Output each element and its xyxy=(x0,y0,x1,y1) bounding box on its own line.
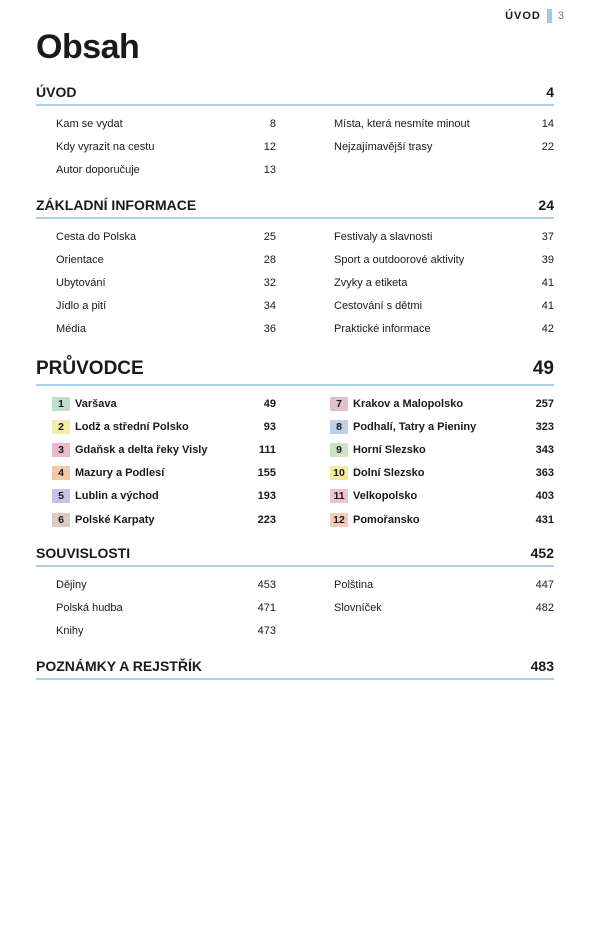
entry-page: 473 xyxy=(257,624,276,637)
entry-label: Cesta do Polska xyxy=(56,230,137,243)
chapter-number-badge: 6 xyxy=(52,513,70,527)
entry-page: 111 xyxy=(258,443,276,456)
toc-entry[interactable] xyxy=(36,318,276,341)
toc-entry[interactable] xyxy=(36,295,276,318)
chapter-number-badge: 5 xyxy=(52,489,70,503)
entry-label: Lodž a střední Polsko xyxy=(75,420,189,433)
entry-page: 155 xyxy=(257,467,276,480)
entry-page: 32 xyxy=(263,276,276,289)
entry-label: Jídlo a pití xyxy=(56,300,107,313)
entry-page: 12 xyxy=(263,140,276,153)
entry-label: Sport a outdoorové aktivity xyxy=(334,253,465,266)
section-heading[interactable] xyxy=(36,84,554,106)
toc-entry[interactable] xyxy=(314,135,554,158)
section-page: 49 xyxy=(532,358,554,379)
entry-label: Orientace xyxy=(56,253,104,266)
section-souvislosti xyxy=(36,545,554,643)
entry-page: 193 xyxy=(257,490,276,503)
chapter-entry[interactable] xyxy=(314,462,554,485)
chapter-entry[interactable] xyxy=(314,438,554,461)
page-title: Obsah xyxy=(36,28,140,66)
entry-label: Knihy xyxy=(56,624,84,637)
entry-label: Lublin a východ xyxy=(75,490,159,503)
chapter-entry[interactable] xyxy=(36,438,276,461)
entry-label: Polské Karpaty xyxy=(75,513,155,526)
section-title: ZÁKLADNÍ INFORMACE xyxy=(36,197,197,213)
entry-page: 363 xyxy=(535,467,554,480)
running-head-bar xyxy=(547,9,552,23)
entry-page: 42 xyxy=(541,323,554,336)
section-heading[interactable] xyxy=(36,197,554,219)
entry-page: 447 xyxy=(535,578,554,591)
entry-label: Varšava xyxy=(75,397,117,410)
entry-label: Mazury a Podlesí xyxy=(75,467,165,480)
chapter-number-badge: 2 xyxy=(52,420,70,434)
entry-label: Polština xyxy=(334,578,374,591)
section-title: ÚVOD xyxy=(36,84,77,100)
running-head-label: ÚVOD xyxy=(505,10,541,22)
entry-label: Praktické informace xyxy=(334,323,431,336)
entry-label: Dolní Slezsko xyxy=(353,467,425,480)
entry-page: 8 xyxy=(269,117,276,130)
right-column xyxy=(314,112,554,182)
entry-page: 39 xyxy=(541,253,554,266)
chapter-entry[interactable] xyxy=(36,485,276,508)
entry-page: 431 xyxy=(535,513,554,526)
toc-entry[interactable] xyxy=(36,158,276,181)
chapter-entry[interactable] xyxy=(36,392,276,415)
toc-entry[interactable] xyxy=(314,573,554,596)
entry-page: 323 xyxy=(535,420,554,433)
toc-entry[interactable] xyxy=(314,112,554,135)
chapter-number-badge: 7 xyxy=(330,397,348,411)
entry-label: Autor doporučuje xyxy=(56,163,140,176)
toc-entry[interactable] xyxy=(36,225,276,248)
entry-label: Festivaly a slavnosti xyxy=(334,230,433,243)
chapter-entry[interactable] xyxy=(314,392,554,415)
section-page: 452 xyxy=(530,545,554,561)
toc-entry[interactable] xyxy=(36,271,276,294)
chapter-number-badge: 1 xyxy=(52,397,70,411)
entry-label: Slovníček xyxy=(334,601,382,614)
toc-entry[interactable] xyxy=(314,225,554,248)
toc-entry[interactable] xyxy=(36,248,276,271)
entry-label: Dějiny xyxy=(56,578,87,591)
entry-label: Gdaňsk a delta řeky Visly xyxy=(75,443,208,456)
entry-page: 223 xyxy=(257,513,276,526)
entry-label: Pomořansko xyxy=(353,513,420,526)
toc-entry[interactable] xyxy=(36,573,276,596)
entry-page: 403 xyxy=(535,490,554,503)
entry-label: Polská hudba xyxy=(56,601,123,614)
chapter-number-badge: 9 xyxy=(330,443,348,457)
chapter-entry[interactable] xyxy=(36,508,276,531)
toc-entry[interactable] xyxy=(314,295,554,318)
toc-entry[interactable] xyxy=(36,619,276,642)
entry-page: 34 xyxy=(263,300,276,313)
chapter-number-badge: 12 xyxy=(330,513,348,527)
right-column xyxy=(314,392,554,531)
section-zakladni-informace xyxy=(36,197,554,341)
entry-page: 36 xyxy=(263,323,276,336)
entry-page: 41 xyxy=(541,300,554,313)
entry-page: 14 xyxy=(541,117,554,130)
entry-label: Nejzajímavější trasy xyxy=(334,140,433,153)
entry-page: 49 xyxy=(263,397,276,410)
section-pruvodce xyxy=(36,358,554,531)
entry-page: 453 xyxy=(257,578,276,591)
entry-label: Cestování s dětmi xyxy=(334,300,423,313)
left-column xyxy=(36,225,276,341)
chapter-number-badge: 11 xyxy=(330,489,348,503)
right-column xyxy=(314,573,554,643)
entry-label: Podhalí, Tatry a Pieniny xyxy=(353,420,477,433)
entry-page: 93 xyxy=(263,420,276,433)
entry-page: 471 xyxy=(257,601,276,614)
entry-label: Velkopolsko xyxy=(353,490,418,503)
page-number: 3 xyxy=(557,10,564,22)
entry-label: Krakov a Malopolsko xyxy=(353,397,464,410)
chapter-number-badge: 3 xyxy=(52,443,70,457)
chapter-entry[interactable] xyxy=(314,508,554,531)
entry-page: 13 xyxy=(263,163,276,176)
entry-label: Místa, která nesmíte minout xyxy=(334,117,470,130)
entry-label: Média xyxy=(56,323,86,336)
entry-page: 25 xyxy=(263,230,276,243)
entry-page: 343 xyxy=(535,443,554,456)
left-column xyxy=(36,392,276,531)
section-title: PRŮVODCE xyxy=(36,358,144,379)
entry-label: Ubytování xyxy=(56,276,106,289)
chapter-entry[interactable] xyxy=(36,415,276,438)
section-heading[interactable] xyxy=(36,658,554,680)
left-column xyxy=(36,112,276,182)
section-page: 4 xyxy=(546,84,554,100)
chapter-number-badge: 4 xyxy=(52,466,70,480)
entry-label: Zvyky a etiketa xyxy=(334,276,408,289)
toc-entry[interactable] xyxy=(314,271,554,294)
toc-entry[interactable] xyxy=(36,596,276,619)
section-title: POZNÁMKY A REJSTŘÍK xyxy=(36,658,202,674)
section-page: 24 xyxy=(538,197,554,213)
chapter-number-badge: 10 xyxy=(330,466,348,480)
entry-page: 37 xyxy=(541,230,554,243)
section-title: SOUVISLOSTI xyxy=(36,545,131,561)
chapter-number-badge: 8 xyxy=(330,420,348,434)
chapter-entry[interactable] xyxy=(314,415,554,438)
entry-page: 28 xyxy=(263,253,276,266)
entry-page: 482 xyxy=(535,601,554,614)
chapter-entry[interactable] xyxy=(314,485,554,508)
right-column xyxy=(314,225,554,341)
toc-entry[interactable] xyxy=(314,318,554,341)
toc-entry[interactable] xyxy=(314,596,554,619)
section-heading[interactable] xyxy=(36,545,554,567)
section-heading[interactable] xyxy=(36,358,554,386)
entry-page: 41 xyxy=(541,276,554,289)
entry-label: Horní Slezsko xyxy=(353,443,426,456)
entry-label: Kdy vyrazit na cestu xyxy=(56,140,155,153)
section-poznamky-a-rejstrik xyxy=(36,658,554,680)
running-head xyxy=(505,8,564,24)
toc-entry[interactable] xyxy=(36,135,276,158)
entry-page: 257 xyxy=(535,397,554,410)
entry-page: 22 xyxy=(541,140,554,153)
toc-entry[interactable] xyxy=(36,112,276,135)
section-page: 483 xyxy=(530,658,554,674)
entry-label: Kam se vydat xyxy=(56,117,123,130)
toc-entry[interactable] xyxy=(314,248,554,271)
left-column xyxy=(36,573,276,643)
section-uvod xyxy=(36,84,554,182)
chapter-entry[interactable] xyxy=(36,462,276,485)
